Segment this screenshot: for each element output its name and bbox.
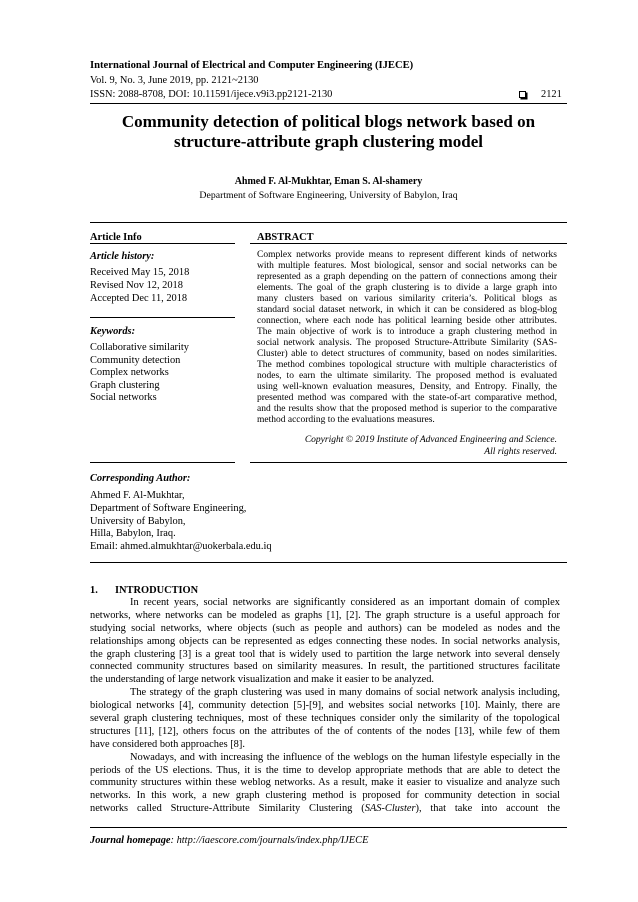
abstract-line: and the results show that the proposed method is superior to the comparative — [257, 404, 557, 414]
article-history-label: Article history: — [90, 251, 155, 262]
body-line: The strategy of the graph clustering was used in many domains of social network analysis including, — [130, 687, 560, 699]
keyword: Complex networks — [90, 367, 169, 378]
keyword: Community detection — [90, 354, 181, 366]
body-text: ), that take into account the — [415, 803, 560, 815]
body-line: several graph clustering techniques, most of these techniques consider only the similarity of the topological — [90, 713, 560, 725]
body-line: networks. In this work, a new graph clustering method is proposed for community detection in social — [90, 790, 560, 802]
homepage-label: Journal homepage — [90, 835, 171, 846]
corresponding-author-details — [90, 490, 272, 554]
header-rule — [90, 103, 567, 104]
keyword: Social networks — [90, 392, 157, 403]
abstract-line: social network analysis. The proposed Structure-Attribute Similarity (SAS- — [257, 338, 557, 348]
paper-title-line: structure-attribute graph clustering model — [174, 132, 483, 151]
journal-name: International Journal of Electrical and Computer Engineering (IJECE) — [90, 60, 414, 71]
body-line: connected community structures based on similarity measures. In result, the partitioned structures facilitate — [90, 661, 560, 673]
history-accepted: Accepted Dec 11, 2018 — [90, 293, 188, 304]
history-received: Received May 15, 2018 — [90, 267, 190, 278]
corresponding-rule-right — [250, 462, 567, 463]
homepage-link[interactable]: : http://iaescore.com/journals/index.php/IJECE — [170, 835, 369, 846]
abstract-rule — [250, 243, 567, 244]
footer-rule — [90, 827, 567, 828]
copyright-notice: Copyright © 2019 Institute of Advanced Engineering and Science. — [304, 435, 557, 445]
abstract-line: standard social dataset network, in which it can be considered as blog-blog — [257, 305, 557, 315]
abstract-line: using well-known evaluation measures, Density, and Entropy. Finally, the — [257, 382, 557, 392]
abstract-line: with multiple features. Most biological, sensor and social networks can be — [257, 261, 557, 271]
body-text: networks called Structure-Attribute Similarity Clustering ( — [90, 803, 365, 815]
body-line: studying social networks, where objects (such as people and authors) can be modeled as nodes and the — [90, 622, 560, 634]
introduction-body — [90, 597, 560, 816]
author-affiliation: Department of Software Engineering, University of Babylon, Iraq — [199, 190, 458, 201]
corresponding-rule-left — [90, 462, 235, 463]
corresponding-author-label: Corresponding Author: — [90, 473, 191, 484]
author-email[interactable]: Email: ahmed.almukhtar@uokerbala.edu.iq — [90, 541, 272, 553]
journal-volume: Vol. 9, No. 3, June 2019, pp. 2121~2130 — [90, 75, 259, 86]
body-line: the understanding of large network visualization and make it easier to be analyzed. — [90, 674, 435, 686]
keywords-label: Keywords: — [90, 326, 136, 337]
title-rule — [90, 222, 567, 223]
body-line: Nowadays, and with increasing the influence of the weblogs on the human lifestyle especially in the — [130, 751, 560, 763]
keywords-rule — [90, 317, 235, 318]
body-line: community structures within these weblog networks. As a result, make it easier to visualize and analyze such — [90, 777, 560, 789]
article-info-rule — [90, 243, 235, 244]
keyword: Collaborative similarity — [90, 342, 189, 353]
method-name: SAS-Cluster — [364, 803, 416, 815]
body-line: biological networks [4], community detection [5]-[9], and websites social networks [10]. Mainly, there are — [90, 700, 560, 712]
article-info-heading: Article Info — [90, 232, 142, 243]
journal-issn-doi: ISSN: 2088-8708, DOI: 10.11591/ijece.v9i3.pp2121-2130 — [90, 89, 333, 100]
author-department: Department of Software Engineering, — [90, 502, 247, 514]
abstract-line: The method combines topological structure with multiple characteristics of — [257, 360, 557, 370]
keyword: Graph clustering — [90, 379, 160, 391]
abstract-line: method according to the evaluations measures. — [257, 415, 435, 425]
section-number: 1. — [90, 585, 98, 596]
body-line: In recent years, social networks are significantly considered as an important domain of complex — [130, 597, 560, 608]
author-name: Ahmed F. Al-Mukhtar, — [90, 490, 185, 501]
abstract-body — [257, 250, 557, 426]
body-line: relationships among objects can be represented as edges connecting these nodes. In social networks analysis, — [90, 635, 560, 647]
journal-homepage — [90, 834, 368, 847]
abstract-line: many clusters based on various similarity criteria’s. Political blogs as — [257, 294, 557, 304]
rights-notice: All rights reserved. — [484, 447, 557, 457]
abstract-line: presented method was compared with the state-of-art comparative method, — [257, 393, 557, 403]
body-line: have considered both approaches [8]. — [90, 738, 245, 750]
author-list: Ahmed F. Al-Mukhtar, Eman S. Al-shamery — [234, 176, 423, 187]
article-history — [90, 266, 189, 305]
paper-title-line: Community detection of political blogs network based on — [121, 112, 536, 131]
abstract-line: elements. The goal of the graph clustering is to divide a large graph into — [257, 283, 557, 293]
author-address: Hilla, Babylon, Iraq. — [90, 528, 176, 540]
section-heading: INTRODUCTION — [115, 585, 199, 596]
body-line: structures [11], [12], others focus on the attributes of the of contents of the nodes [13], while few of them — [90, 725, 560, 737]
abstract-line: Complex networks provide means to represent different kinds of networks — [257, 250, 557, 260]
keyword-list — [90, 342, 189, 405]
abstract-line: nodes, to earn the ultimate similarity. The proposed method is evaluated — [257, 371, 557, 381]
abstract-heading: ABSTRACT — [257, 232, 314, 243]
body-line: networks, where networks can be modeled as graphs [1], [2]. The graph structure is a useful approach for — [90, 609, 560, 621]
abstract-line: represented as a graph depending on the pattern of connections among their — [257, 272, 557, 282]
author-university: University of Babylon, — [90, 515, 186, 527]
abstract-line: connection, where each node has political learning beside other attributes. — [257, 316, 557, 326]
box-icon — [519, 91, 526, 98]
body-line: the graph clustering [3] is a great tool that is widely used to partition the large network into several densely — [90, 648, 560, 660]
abstract-line: The main objective of work is to introduce a graph clustering method in — [257, 327, 557, 337]
body-line — [90, 803, 560, 816]
history-revised: Revised Nov 12, 2018 — [90, 280, 183, 291]
body-line: periods of the US elections. Thus, it is the time to develop appropriate methods that are able to detect the — [90, 764, 560, 776]
front-matter-rule — [90, 562, 567, 563]
page-number: 2121 — [541, 89, 562, 100]
abstract-line: Cluster) able to detect structures of community, based on nodes similarities. — [257, 349, 557, 359]
